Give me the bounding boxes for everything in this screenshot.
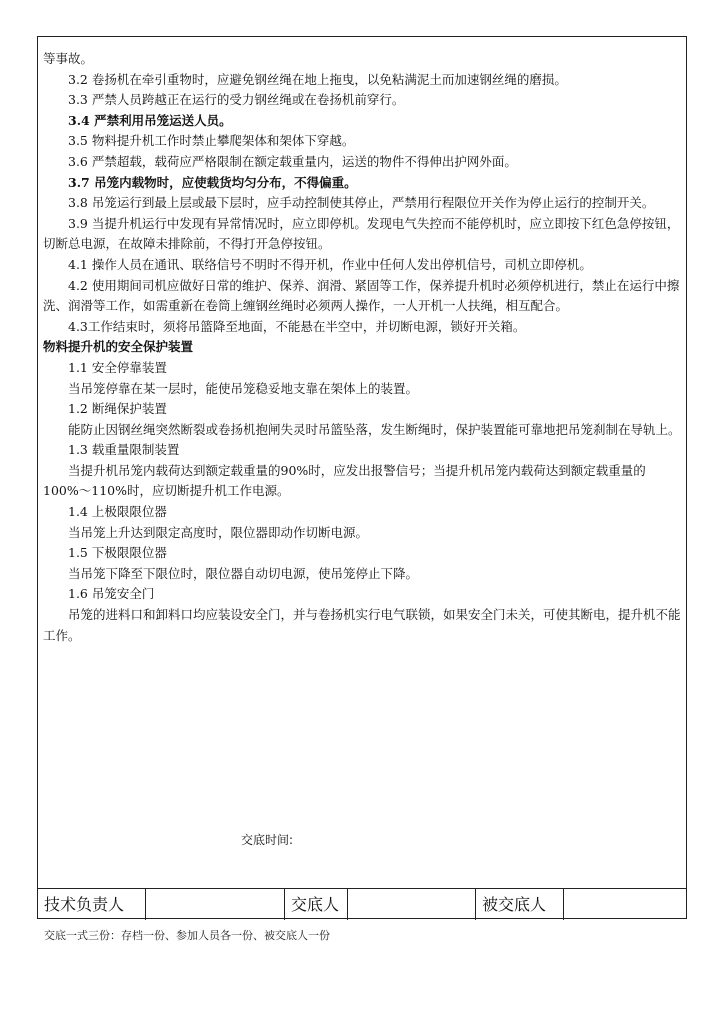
paragraph: 3.2 卷扬机在牵引重物时，应避免钢丝绳在地上拖曳，以免粘满泥土而加速钢丝绳的磨损。 [68,71,567,87]
paragraph: 3.8 吊笼运行到最上层或最下层时，应手动控制使其停止，严禁用行程限位开关作为停止运行的控制开关。 [68,195,655,211]
tech-lead-label: 技术负责人 [38,889,146,920]
recipient-field[interactable] [564,889,686,920]
document-frame [37,36,687,919]
handover-time-label: 交底时间: [241,833,294,847]
subsection-text: 能防止因钢丝绳突然断裂或卷扬机抱闸失灵时吊篮坠落，发生断绳时，保护装置能可靠地把吊笼刹制在导轨上。 [68,421,681,437]
section-heading: 物料提升机的安全保护装置 [43,339,194,355]
paragraph: 4.3工作结束时，须将吊篮降至地面，不能悬在半空中，并切断电源，锁好开关箱。 [68,318,526,334]
paragraph: 3.6 严禁超载，载荷应严格限制在额定载重量内，运送的物件不得伸出护网外面。 [68,153,517,169]
subsection-text: 吊笼的进料口和卸料口均应装设安全门，并与卷扬机实行电气联锁，如果安全门未关，可使其断电，提升机不能工作。 [43,607,681,643]
paragraph: 3.5 物料提升机工作时禁止攀爬架体和架体下穿越。 [68,133,355,149]
subsection-title: 1.5 下极限限位器 [68,545,167,561]
subsection-text: 当吊笼上升达到限定高度时，限位器即动作切断电源。 [68,524,369,540]
document-body [43,49,681,646]
subsection-title: 1.1 安全停靠装置 [68,359,167,375]
handover-by-field[interactable] [348,889,476,920]
tech-lead-field[interactable] [146,889,285,920]
paragraph: 3.9 当提升机运行中发现有异常情况时，应立即停机。发现电气失控而不能停机时，应立即按下红色急停按钮，切断总电源，在故障未排除前，不得打开急停按钮。 [43,215,680,252]
subsection-title: 1.6 吊笼安全门 [68,586,155,602]
handover-by-label: 交底人 [285,889,348,920]
paragraph: 等事故。 [43,51,94,66]
recipient-label: 被交底人 [476,889,564,920]
subsection-text: 当吊笼下降至下限位时，限位器自动切电源，使吊笼停止下降。 [68,565,419,581]
footer-note: 交底一式三份：存档一份、参加人员各一份、被交底人一份 [44,929,330,942]
paragraph: 4.1 操作人员在通讯、联络信号不明时不得开机，作业中任何人发出停机信号，司机立即停机。 [68,256,592,272]
paragraph-bold: 3.4 严禁利用吊笼运送人员。 [68,112,232,128]
paragraph: 3.3 严禁人员跨越正在运行的受力钢丝绳或在卷扬机前穿行。 [68,92,405,108]
paragraph-bold: 3.7 吊笼内载物时，应使载货均匀分布，不得偏重。 [68,174,357,190]
subsection-title: 1.2 断绳保护装置 [68,401,167,417]
signature-row [38,888,686,920]
subsection-text: 当吊笼停靠在某一层时，能使吊笼稳妥地支靠在架体上的装置。 [68,380,419,396]
subsection-title: 1.4 上极限限位器 [68,504,167,520]
paragraph: 4.2 使用期间司机应做好日常的维护、保养、润滑、紧固等工作，保养提升机时必须停机进行，禁止在运行中擦洗、润滑等工作，如需重新在卷筒上缠钢丝绳时必须两人操作，一人开机一人扶绳，相互配合。 [43,277,680,314]
subsection-title: 1.3 载重量限制装置 [68,442,180,458]
subsection-text: 当提升机吊笼内载荷达到额定载重量的90%时，应发出报警信号；当提升机吊笼内载荷达到额定载重量的100%～110%时，应切断提升机工作电源。 [43,462,646,499]
